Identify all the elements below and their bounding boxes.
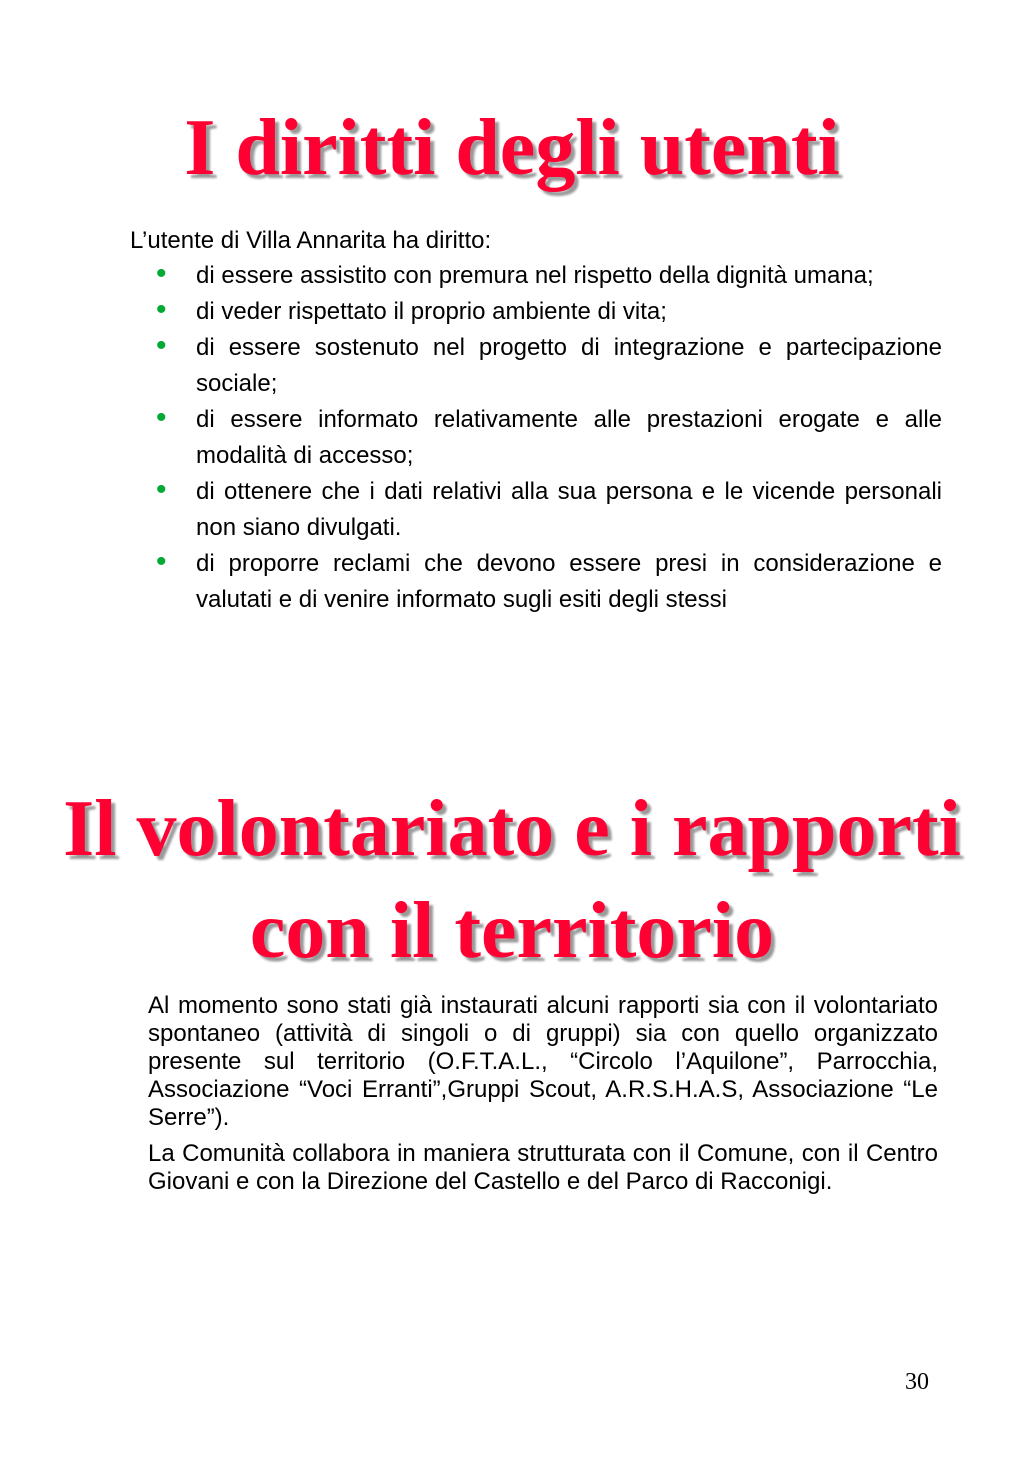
bullet-icon: • <box>156 293 167 326</box>
list-item <box>156 473 942 546</box>
list-item-text: di veder rispettato il proprio ambiente di vita; <box>196 298 667 325</box>
rights-list <box>0 258 1024 618</box>
list-item-text: di essere assistito con premura nel rispetto della dignità umana; <box>196 262 874 289</box>
list-item <box>156 329 942 402</box>
volunteering-body <box>148 992 938 1204</box>
paragraph: La Comunità collabora in maniera strutturata con il Comune, con il Centro Giovani e con la Direzione del Castello e del Parco di Racconigi. <box>148 1140 938 1195</box>
bullet-icon: • <box>156 257 167 290</box>
list-item <box>156 257 942 294</box>
list-item-text: di ottenere che i dati relativi alla sua persona e le vicende personali non siano divulgati. <box>196 478 942 541</box>
rights-intro: L’utente di Villa Annarita ha diritto: <box>130 227 492 254</box>
bullet-icon: • <box>156 401 167 434</box>
list-item <box>156 293 942 330</box>
bullet-icon: • <box>156 329 167 362</box>
bullet-icon: • <box>156 545 167 578</box>
bullet-icon: • <box>156 473 167 506</box>
list-item <box>156 545 942 618</box>
paragraph: Al momento sono stati già instaurati alcuni rapporti sia con il volontariato spontaneo (attività di singoli o di gruppi) sia con quello organizzato presente sul territorio (O.F.T.A.L., “Circolo l’Aquilone”, Parrocchia, Associazione “Voci Erranti”,Gruppi Scout, A.R.S.H.A.S, Associazione “Le Serre”). <box>148 992 938 1131</box>
list-item <box>156 401 942 474</box>
list-item-text: di essere sostenuto nel progetto di integrazione e partecipazione sociale; <box>196 334 942 397</box>
page-number: 30 <box>905 1369 929 1395</box>
section-title-rights: I diritti degli utenti <box>184 104 840 192</box>
section-title-volunteering: Il volontariato e i rapporti con il territorio <box>63 785 961 975</box>
list-item-text: di essere informato relativamente alle prestazioni erogate e alle modalità di accesso; <box>196 406 942 469</box>
list-item-text: di proporre reclami che devono essere presi in considerazione e valutati e di venire informato sugli esiti degli stessi <box>196 550 942 613</box>
